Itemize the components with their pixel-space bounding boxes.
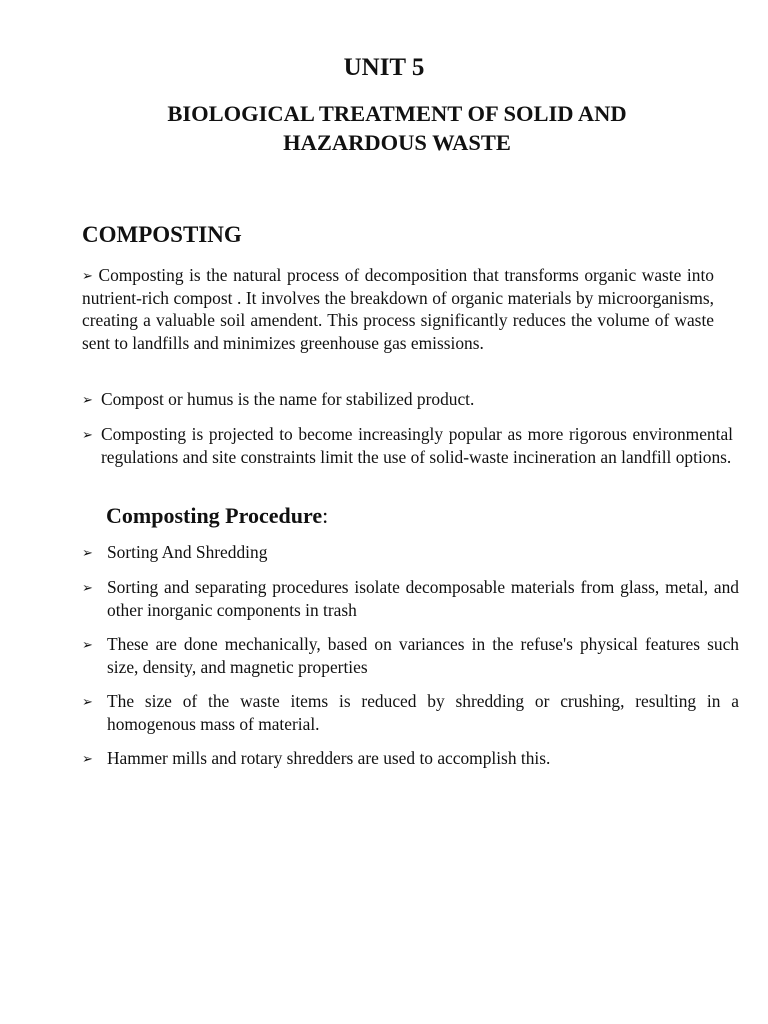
arrow-bullet-icon: ➢ [82,428,93,443]
arrow-bullet-icon: ➢ [82,638,93,653]
composting-bullet-3-text: Composting is projected to become increasingly popular as more rigorous environmental regulations and site constraints limit the use of solid-waste incineration an landfill options. [101,424,733,467]
procedure-bullet-5-text: Hammer mills and rotary shredders are used to accomplish this. [107,748,551,768]
arrow-bullet-icon: ➢ [82,752,93,767]
composting-bullet-2 [82,388,733,411]
procedure-bullet-4 [82,690,739,735]
composting-bullet-1-text: Composting is the natural process of decomposition that transforms organic waste into nutrient-rich compost . It involves the breakdown of organic materials by microorganisms, creating a valuable soil amendent. This process significantly reduces the volume of waste sent to landfills and minimizes greenhouse gas emissions. [82,265,714,353]
procedure-bullet-2 [82,576,739,621]
unit-title: UNIT 5 [343,54,425,81]
arrow-bullet-icon: ➢ [82,393,93,408]
section-heading-composting: COMPOSTING [82,222,242,247]
procedure-heading-colon: : [322,503,329,528]
arrow-bullet-icon: ➢ [82,581,93,596]
procedure-bullet-3 [82,633,739,678]
procedure-bullet-1-text: Sorting And Shredding [107,542,268,562]
arrow-bullet-icon: ➢ [82,269,93,284]
composting-bullet-1 [82,264,714,354]
arrow-bullet-icon: ➢ [82,695,93,710]
chapter-title-line-2: HAZARDOUS WASTE [283,130,511,155]
procedure-bullet-3-text: These are done mechanically, based on variances in the refuse's physical features such size, density, and magnetic properties [107,634,739,677]
procedure-bullet-2-text: Sorting and separating procedures isolate decomposable materials from glass, metal, and other inorganic components in trash [107,577,739,620]
procedure-bullet-4-text: The size of the waste items is reduced by shredding or crushing, resulting in a homogenous mass of material. [107,691,739,734]
procedure-bullet-5 [82,747,739,770]
chapter-title [100,99,694,157]
procedure-bullet-1 [82,541,739,564]
composting-bullet-2-text: Compost or humus is the name for stabilized product. [101,389,475,409]
arrow-bullet-icon: ➢ [82,546,93,561]
procedure-heading-text: Composting Procedure [106,503,323,528]
subsection-heading-procedure [106,501,328,531]
chapter-title-line-1: BIOLOGICAL TREATMENT OF SOLID AND [167,101,627,126]
composting-bullet-3 [82,423,733,468]
